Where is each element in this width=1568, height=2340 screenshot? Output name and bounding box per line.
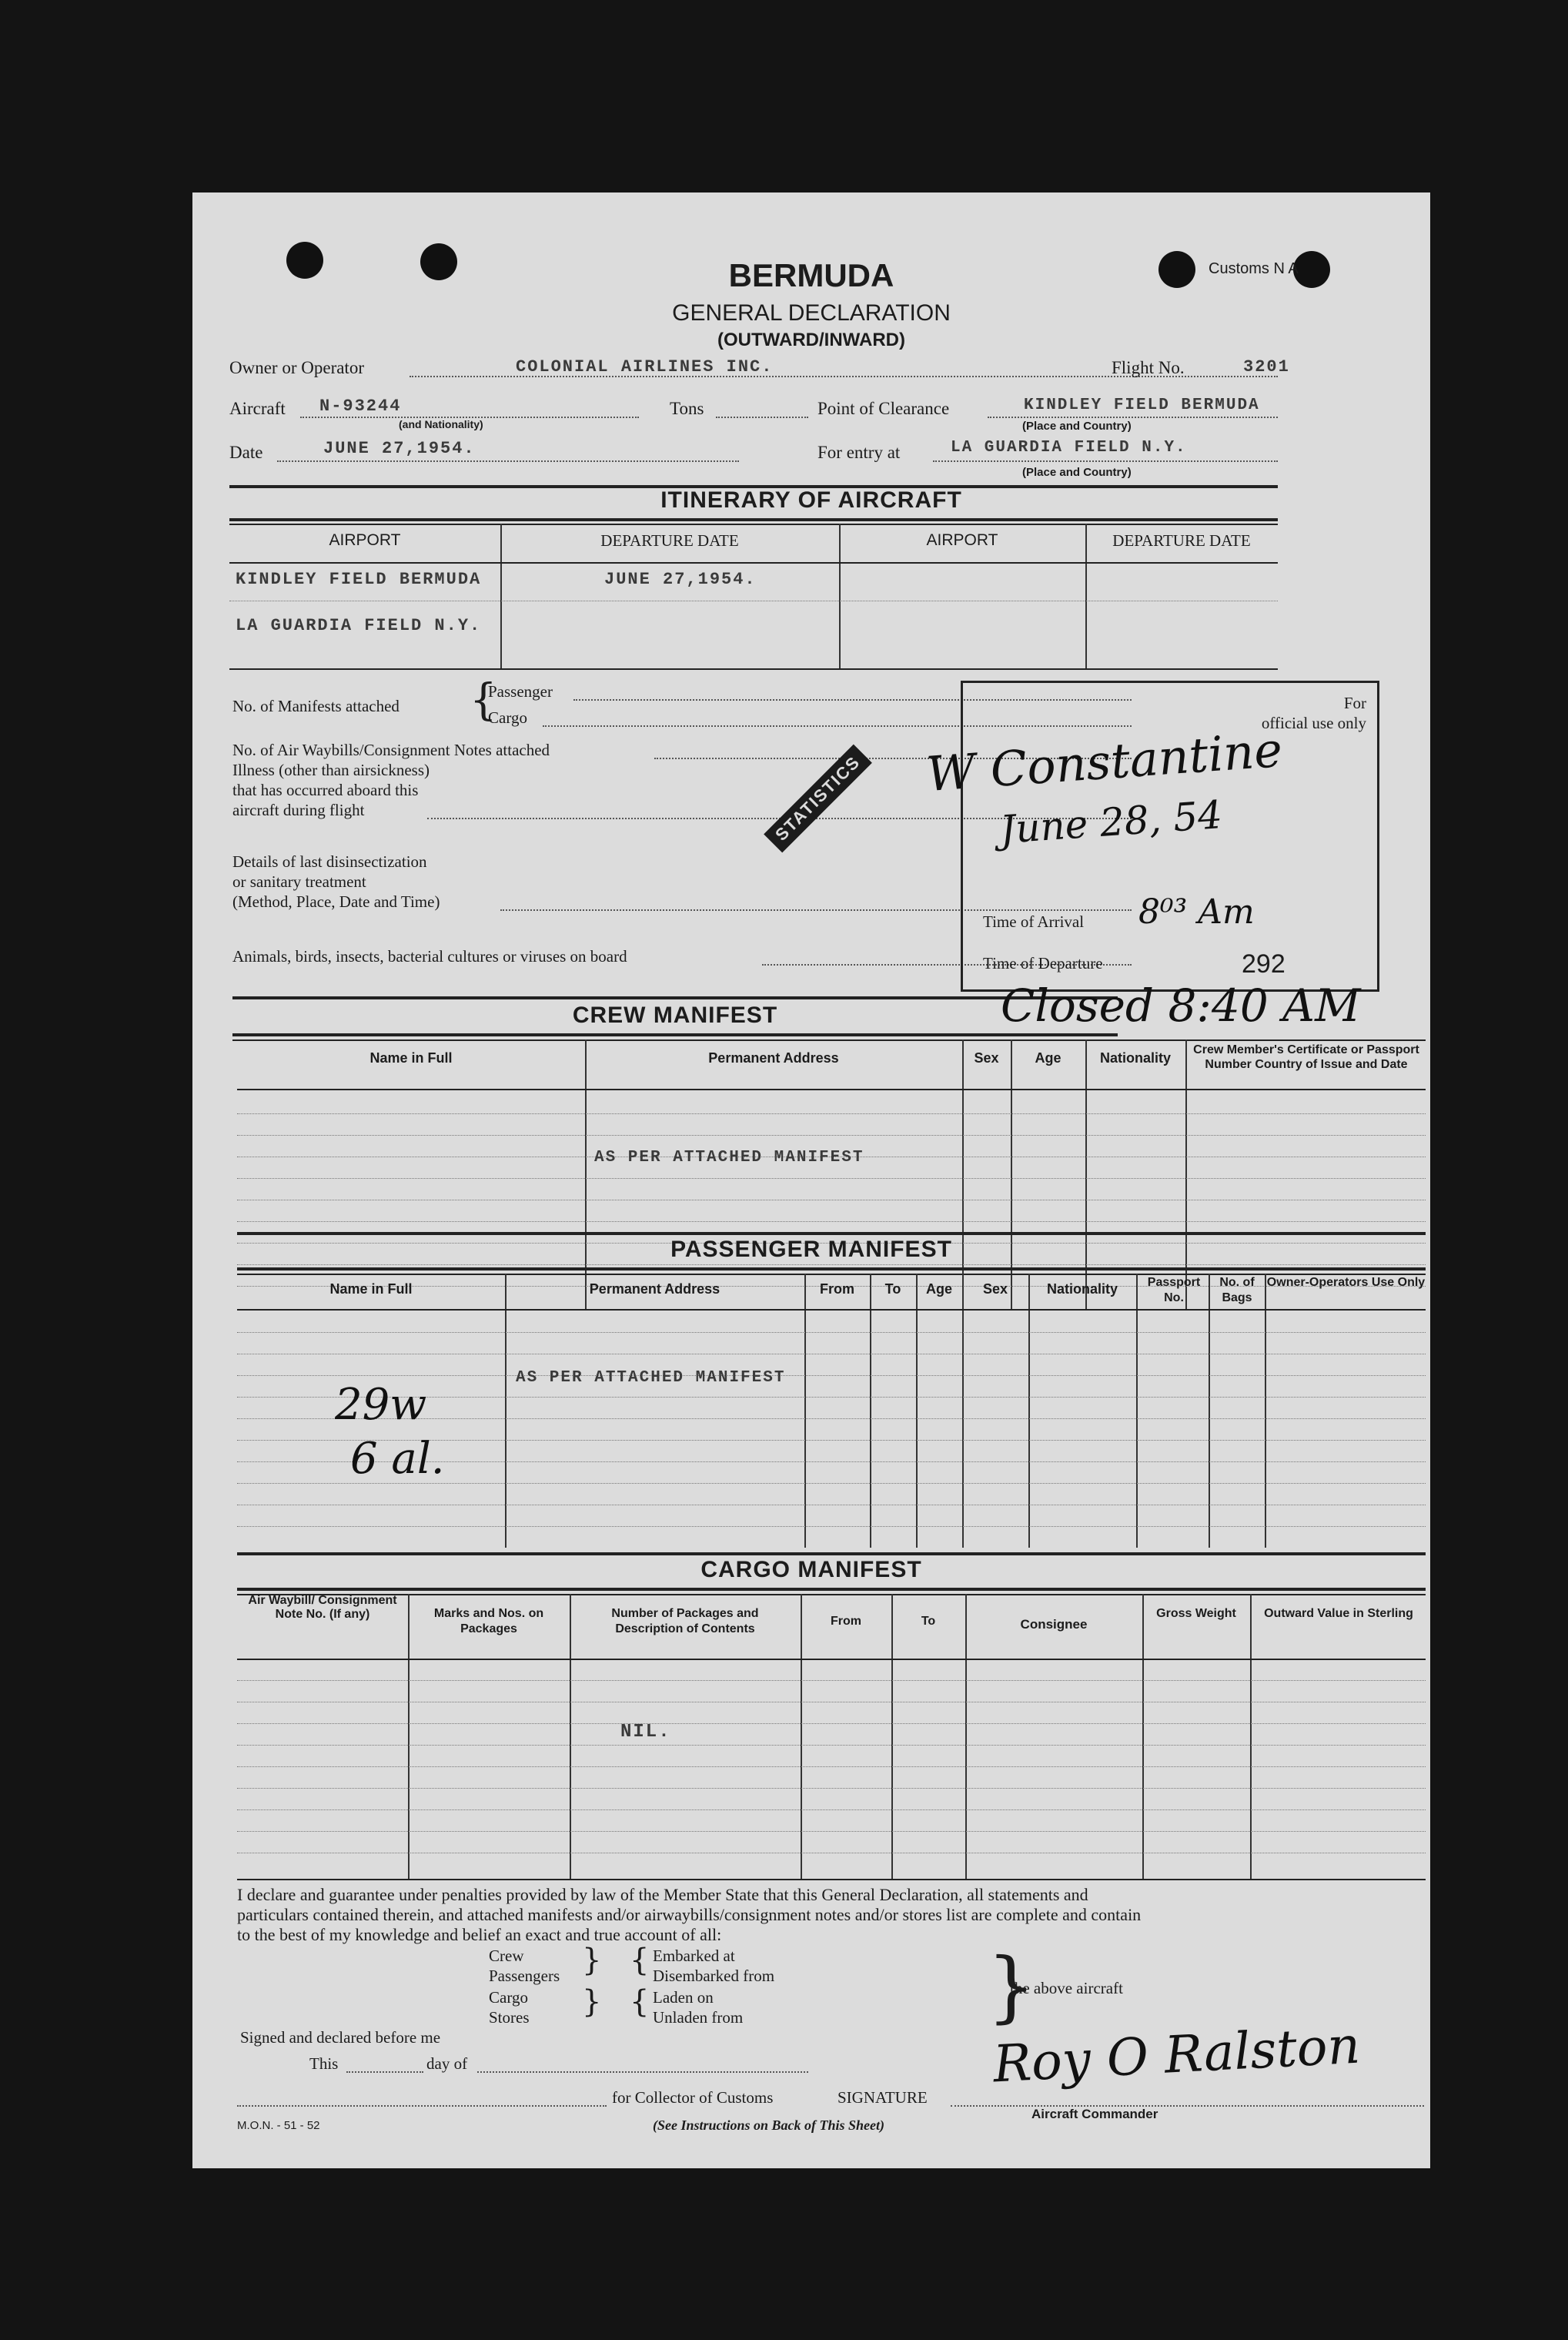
itinerary-title: ITINERARY OF AIRCRAFT <box>660 487 962 513</box>
itinerary-col-departure: DEPARTURE DATE <box>600 531 739 550</box>
manifests-label: No. of Manifests attached <box>232 697 400 715</box>
passenger-col-passport: Passport No. <box>1147 1276 1201 1304</box>
crew-col-address: Permanent Address <box>708 1050 839 1066</box>
passenger-label: Passenger <box>488 682 553 701</box>
signed-label: Signed and declared before me <box>240 2028 441 2047</box>
departure-label: Time of Departure <box>983 954 1103 972</box>
brace: { <box>630 1943 650 1978</box>
cargo-col-to: To <box>921 1615 936 1628</box>
official-use-label: official use only <box>1261 714 1366 732</box>
itinerary-col-airport: AIRPORT <box>329 531 401 549</box>
cargo-option: Cargo <box>489 1988 528 2007</box>
crew-title: CREW MANIFEST <box>572 1003 778 1028</box>
crew-col-age: Age <box>1035 1050 1061 1066</box>
declaration-line-1: I declare and guarantee under penalties provided by law of the Member State that this General Declaration, all statements and <box>237 1885 1088 1904</box>
illness-label-2: that has occurred aboard this <box>232 781 419 799</box>
arrival-label: Time of Arrival <box>983 912 1085 931</box>
form-subtitle: GENERAL DECLARATION <box>672 300 951 326</box>
brace: } <box>987 1941 1036 2031</box>
disinsect-label-3: (Method, Place, Date and Time) <box>232 892 440 911</box>
clearance-value: KINDLEY FIELD BERMUDA <box>1024 397 1260 414</box>
page-title: BERMUDA <box>728 257 894 293</box>
brace: } <box>582 1943 602 1978</box>
tons-label: Tons <box>670 399 704 418</box>
cargo-label: Cargo <box>488 708 527 727</box>
cargo-manifest-note: NIL. <box>620 1722 671 1742</box>
passenger-title: PASSENGER MANIFEST <box>670 1237 952 1262</box>
arrival-value: 8⁰³ Am <box>1138 892 1255 932</box>
declaration-line-3: to the best of my knowledge and belief an exact and true account of all: <box>237 1925 722 1944</box>
place-country-note: (Place and Country) <box>1022 466 1132 479</box>
entry-label: For entry at <box>817 443 901 462</box>
cargo-col-description: Number of Packages and Description of Contents <box>611 1607 759 1635</box>
passenger-col-age: Age <box>925 1281 952 1297</box>
disinsect-label-2: or sanitary treatment <box>232 872 366 891</box>
statistics-stamp: STATISTICS <box>764 745 872 853</box>
day-of-label: day of <box>426 2054 468 2073</box>
disinsect-label-1: Details of last disinsectization <box>232 852 427 871</box>
crew-manifest-note: AS PER ATTACHED MANIFEST <box>594 1149 864 1167</box>
crew-col-nationality: Nationality <box>1099 1050 1171 1066</box>
customs-form-number: Customs N A <box>1209 260 1299 277</box>
form-number: M.O.N. - 51 - 52 <box>237 2119 320 2132</box>
stores-option: Stores <box>489 2008 530 2027</box>
declaration-form <box>192 192 1430 2168</box>
flight-label: Flight No. <box>1112 358 1185 377</box>
crew-col-certificate: Crew Member's Certificate or Passport Number Country of Issue and Date <box>1193 1043 1419 1071</box>
collector-label: for Collector of Customs <box>612 2088 774 2107</box>
itinerary-date-1: JUNE 27,1954. <box>604 570 757 589</box>
passenger-col-name: Name in Full <box>329 1281 413 1297</box>
laden-option: Laden on <box>653 1988 714 2007</box>
flight-value: 3201 <box>1243 357 1290 377</box>
form-direction: (OUTWARD/INWARD) <box>717 330 905 350</box>
itinerary-airport-2: LA GUARDIA FIELD N.Y. <box>236 616 482 635</box>
official-for-label: For <box>1343 694 1366 712</box>
aircraft-label: Aircraft <box>229 399 286 418</box>
passenger-col-address: Permanent Address <box>589 1281 720 1297</box>
date-label: Date <box>229 443 263 462</box>
date-value: JUNE 27,1954. <box>323 439 476 458</box>
nationality-note: (and Nationality) <box>399 418 483 430</box>
itinerary-col-airport: AIRPORT <box>926 531 998 549</box>
clearance-label: Point of Clearance <box>817 399 950 418</box>
passengers-option: Passengers <box>489 1967 560 1985</box>
cargo-col-from: From <box>831 1615 861 1628</box>
animals-label: Animals, birds, insects, bacterial cultures or viruses on board <box>232 947 627 966</box>
commander-signature: Roy O Ralston <box>991 2015 1362 2094</box>
passenger-col-owner: Owner-Operators Use Only <box>1266 1276 1426 1289</box>
illness-label-3: aircraft during flight <box>232 801 365 819</box>
instructions-note: (See Instructions on Back of This Sheet) <box>653 2117 885 2133</box>
place-country-note: (Place and Country) <box>1022 420 1132 433</box>
disembarked-option: Disembarked from <box>653 1967 775 1985</box>
crew-col-name: Name in Full <box>369 1050 453 1066</box>
crew-option: Crew <box>489 1947 524 1965</box>
brace: } <box>582 1984 602 2020</box>
cargo-col-consignee: Consignee <box>1020 1617 1088 1632</box>
this-label: This <box>309 2054 339 2073</box>
cargo-col-waybill: Air Waybill/ Consignment Note No. (If any) <box>248 1594 397 1621</box>
itinerary-col-departure: DEPARTURE DATE <box>1112 531 1251 550</box>
signature-label: SIGNATURE <box>837 2088 928 2107</box>
passenger-manifest-note: AS PER ATTACHED MANIFEST <box>516 1369 786 1387</box>
owner-label: Owner or Operator <box>229 358 364 377</box>
passenger-col-nationality: Nationality <box>1046 1281 1118 1297</box>
unladen-option: Unladen from <box>653 2008 744 2027</box>
passenger-col-bags: No. of Bags <box>1219 1276 1255 1304</box>
declaration-line-2: particulars contained therein, and attached manifests and/or airwaybills/consignment notes and/or stores list are complete and contain <box>237 1905 1142 1924</box>
brace: { <box>630 1984 650 2020</box>
brace: { <box>470 675 497 725</box>
passenger-col-to: To <box>884 1281 901 1297</box>
above-aircraft: the above aircraft <box>1010 1979 1123 1997</box>
owner-value: COLONIAL AIRLINES INC. <box>516 357 774 377</box>
passenger-hand-note-1: 29w <box>335 1380 427 1430</box>
crew-col-sex: Sex <box>974 1050 999 1066</box>
cargo-col-weight: Gross Weight <box>1156 1607 1236 1620</box>
commander-label: Aircraft Commander <box>1031 2107 1158 2121</box>
passenger-col-sex: Sex <box>982 1281 1008 1297</box>
itinerary-airport-1: KINDLEY FIELD BERMUDA <box>236 570 482 589</box>
embarked-option: Embarked at <box>653 1947 735 1965</box>
official-signature: W Constantine <box>924 721 1285 803</box>
closed-note: Closed 8:40 AM <box>1001 979 1361 1032</box>
departure-value: 292 <box>1242 949 1285 979</box>
cargo-title: CARGO MANIFEST <box>700 1557 922 1582</box>
cargo-col-value: Outward Value in Sterling <box>1264 1607 1413 1620</box>
passenger-hand-note-2: 6 al. <box>350 1434 445 1484</box>
waybills-label: No. of Air Waybills/Consignment Notes attached <box>232 741 550 759</box>
aircraft-value: N-93244 <box>319 397 402 416</box>
official-date: June 28, 54 <box>998 792 1224 853</box>
entry-value: LA GUARDIA FIELD N.Y. <box>951 439 1187 457</box>
illness-label-1: Illness (other than airsickness) <box>232 761 430 779</box>
cargo-col-marks: Marks and Nos. on Packages <box>433 1607 544 1635</box>
passenger-col-from: From <box>820 1281 854 1297</box>
official-use-box <box>924 681 1379 992</box>
